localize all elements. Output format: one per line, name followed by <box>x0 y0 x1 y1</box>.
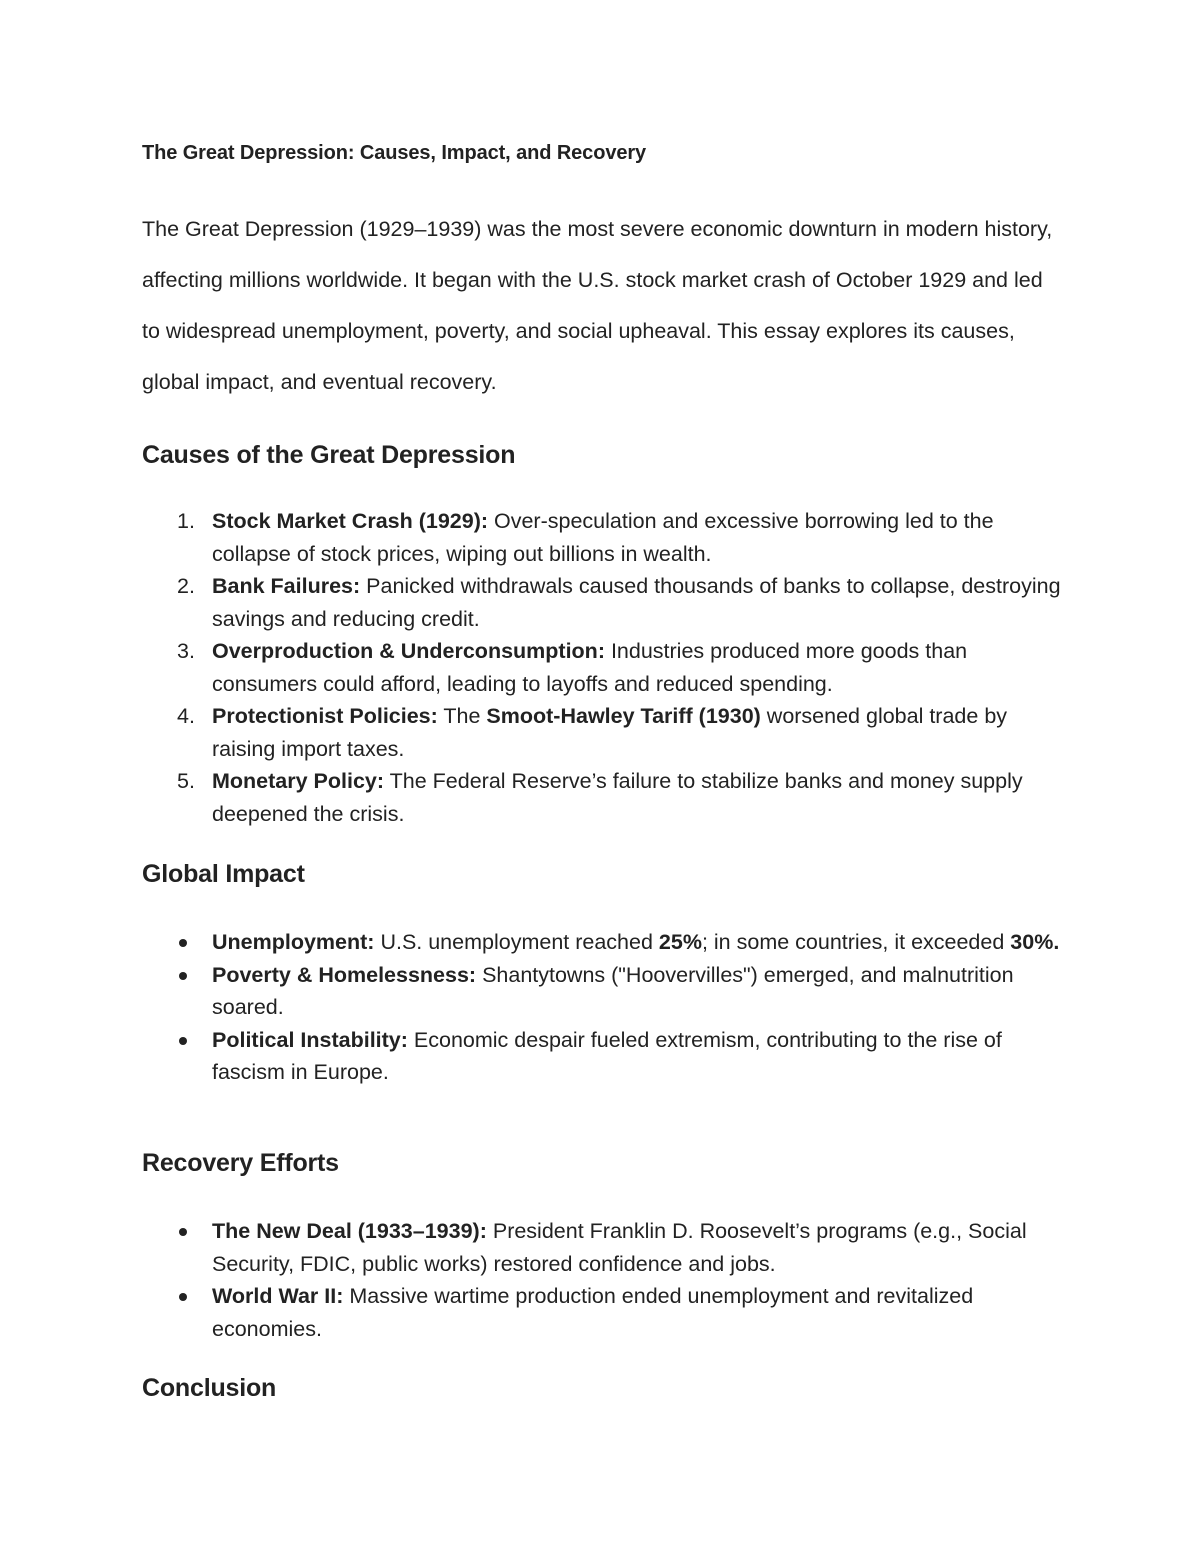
item-text: ; in some countries, it exceeded <box>701 930 1011 954</box>
list-item <box>142 570 1072 635</box>
item-text: . <box>1053 930 1060 954</box>
recovery-heading: Recovery Efforts <box>142 1149 339 1177</box>
list-item <box>142 926 1072 959</box>
impact-list <box>142 926 1072 1089</box>
list-item <box>142 959 1072 1024</box>
item-text: The <box>437 704 487 728</box>
document-title: The Great Depression: Causes, Impact, and Recovery <box>142 142 647 164</box>
item-label: Stock Market Crash (1929): <box>212 509 489 533</box>
bullet-icon <box>179 1037 187 1045</box>
list-number: 3. <box>177 639 195 663</box>
intro-paragraph: The Great Depression (1929–1939) was the most severe economic downturn in modern history, affecting millions worldwide. It began with the U.S. stock market crash of October 1929 and led to widespread unemployment, poverty, and social upheaval. This essay explores its causes, global impact, and eventual recovery. <box>142 217 1053 394</box>
item-label: Protectionist Policies: <box>212 704 438 728</box>
item-label: Bank Failures: <box>212 574 361 598</box>
item-text: U.S. unemployment reached <box>374 930 659 954</box>
list-item <box>142 700 1072 765</box>
list-number: 4. <box>177 704 195 728</box>
item-label: Monetary Policy: <box>212 769 385 793</box>
item-text: Over-speculation and excessive borrowing led to the collapse of stock prices, wiping out billions in wealth. <box>212 509 994 566</box>
list-number: 1. <box>177 509 195 533</box>
item-emphasis: 30% <box>1010 930 1054 954</box>
bullet-icon <box>179 939 187 947</box>
causes-heading: Causes of the Great Depression <box>142 441 516 469</box>
list-item <box>142 635 1072 700</box>
list-item <box>142 505 1072 570</box>
item-label: The New Deal (1933–1939): <box>212 1219 487 1243</box>
list-item <box>142 1215 1072 1280</box>
item-text: Economic despair fueled extremism, contributing to the rise of fascism in Europe. <box>212 1027 1002 1084</box>
bullet-icon <box>179 1228 187 1236</box>
bullet-icon <box>179 1293 187 1301</box>
list-number: 5. <box>177 769 195 793</box>
item-label: Overproduction & Underconsumption: <box>212 639 605 663</box>
bullet-icon <box>179 972 187 980</box>
item-text: Industries produced more goods than consumers could afford, leading to layoffs and reduced spending. <box>212 639 968 696</box>
item-text: Massive wartime production ended unemployment and revitalized economies. <box>212 1284 974 1341</box>
conclusion-heading: Conclusion <box>142 1374 277 1402</box>
causes-list <box>142 505 1072 830</box>
item-label: World War II: <box>212 1284 344 1308</box>
item-label: Political Instability: <box>212 1027 408 1052</box>
item-text: President Franklin D. Roosevelt’s programs (e.g., Social Security, FDIC, public works) restored confidence and jobs. <box>212 1219 1027 1276</box>
item-label: Unemployment: <box>212 930 375 954</box>
recovery-list <box>142 1215 1072 1345</box>
list-item <box>142 1280 1072 1345</box>
item-text: Shantytowns ("Hoovervilles") emerged, and malnutrition soared. <box>212 962 1014 1019</box>
item-emphasis: Smoot-Hawley Tariff (1930) <box>486 704 761 728</box>
item-text: Panicked withdrawals caused thousands of banks to collapse, destroying savings and reducing credit. <box>212 574 1061 631</box>
item-emphasis: 25% <box>658 930 702 954</box>
item-text: The Federal Reserve’s failure to stabilize banks and money supply deepened the crisis. <box>212 769 1023 826</box>
list-item <box>142 1024 1072 1089</box>
item-label: Poverty & Homelessness: <box>212 962 477 987</box>
list-item <box>142 765 1072 830</box>
list-number: 2. <box>177 574 195 598</box>
impact-heading: Global Impact <box>142 860 305 888</box>
item-text: worsened global trade by raising import taxes. <box>212 704 1008 761</box>
